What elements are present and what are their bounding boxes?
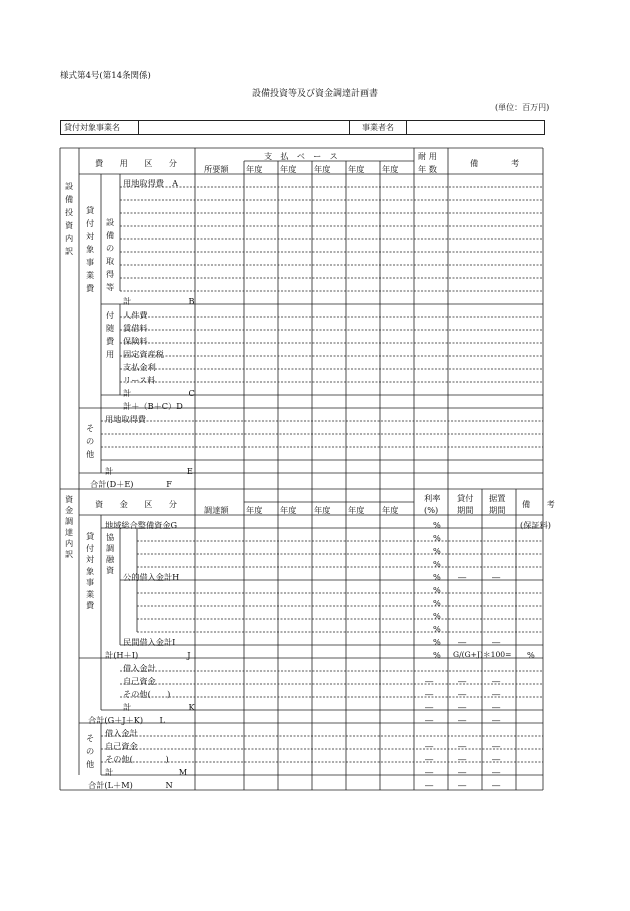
remarks2-heading: 備 考 [522, 499, 555, 509]
grace-dash-0: ― [492, 676, 501, 686]
grace-dash-6: ― [492, 767, 501, 777]
period-dash-2: ― [458, 702, 467, 712]
rate-percent-9: % [433, 637, 441, 647]
cost-category-heading: 費 用 区 分 [95, 158, 177, 168]
year-heading-s2-2: 年度 [280, 505, 297, 515]
rate-percent-7: % [433, 611, 441, 621]
other-land-acquisition: 用地取得費 [105, 414, 146, 424]
grace-dash-4: ― [492, 741, 501, 751]
grace-dash-5: ― [492, 754, 501, 764]
required-amount-heading: 所要額 [204, 164, 229, 174]
loan-period-heading-1: 貸付 [457, 493, 474, 503]
m-item-1: 借入金計 [105, 728, 138, 738]
payment-base-heading: 支 払 ベ ー ス [264, 151, 338, 161]
grace-period-dash-0: ― [492, 572, 501, 582]
loan-period-dash-0: ― [458, 572, 467, 582]
total-f: 合計(D＋E) F [90, 479, 172, 489]
rate-heading-1: 利率 [424, 493, 441, 503]
subtotal-e: 計 E [105, 466, 193, 476]
incidental-item-3: 保険料 [123, 336, 148, 346]
grace-dash-1: ― [492, 689, 501, 699]
land-acquisition-a: 用地取得費 A [123, 178, 179, 188]
rate-dash-6: ― [425, 767, 434, 777]
incidental-item-1: 人件費 [123, 310, 148, 320]
year-heading-3: 年度 [314, 164, 331, 174]
rate-dash-5: ― [425, 754, 434, 764]
incidental-item-5: 支払金利 [123, 362, 156, 372]
year-heading-1: 年度 [246, 164, 263, 174]
rate-dash-7: ― [425, 780, 434, 790]
year-heading-4: 年度 [348, 164, 365, 174]
rate-percent-5: % [433, 585, 441, 595]
year-heading-s2-1: 年度 [246, 505, 263, 515]
guarantee-fee: (保証料) [520, 520, 551, 530]
private-loan-total-i: 民間借入金計I [123, 637, 176, 647]
form-number: 様式第4号(第14条関係) [60, 71, 151, 81]
year-heading-s2-4: 年度 [348, 505, 365, 515]
remarks-heading: 備 考 [470, 158, 520, 168]
operator-name-label: 事業者名 [349, 121, 407, 134]
rate-percent-2: % [433, 546, 441, 556]
incidental-item-2: 賃借料 [123, 323, 148, 333]
year-heading-2: 年度 [280, 164, 297, 174]
period-dash-0: ― [458, 676, 467, 686]
rate-dash-4: ― [425, 741, 434, 751]
rate-dash-2: ― [425, 702, 434, 712]
subtotal-c: 計 C [123, 388, 195, 398]
grace-dash-3: ― [492, 715, 501, 725]
year-heading-5: 年度 [382, 164, 399, 174]
grace-period-heading-2: 期間 [489, 505, 506, 515]
ratio-percent: % [527, 650, 535, 660]
procured-amount-heading: 調達額 [204, 505, 229, 515]
rate-percent-4: % [433, 572, 441, 582]
k-item-3: その他( ) [123, 689, 171, 699]
period-dash-5: ― [458, 754, 467, 764]
rate-dash-1: ― [425, 689, 434, 699]
rate-percent-3: % [433, 559, 441, 569]
incidental-item-4: 固定資産税 [123, 349, 164, 359]
unit-label: (単位：百万円) [495, 103, 550, 112]
total-l: 合計(G＋J＋K) L [88, 715, 165, 725]
year-heading-s2-5: 年度 [382, 505, 399, 515]
grace-period-dash-1: ― [492, 637, 501, 647]
year-heading-s2-3: 年度 [314, 505, 331, 515]
document-title: 設備投資等及び資金調達計画書 [251, 89, 378, 99]
rate-percent-6: % [433, 598, 441, 608]
period-dash-3: ― [458, 715, 467, 725]
fund-category-heading: 資 金 区 分 [95, 499, 177, 509]
period-dash-4: ― [458, 741, 467, 751]
subtotal-k: 計 K [123, 702, 195, 712]
loan-period-dash-1: ― [458, 637, 467, 647]
period-dash-7: ― [458, 780, 467, 790]
grace-dash-2: ― [492, 702, 501, 712]
loan-business-name-label: 貸付対象事業名 [64, 123, 120, 132]
subtotal-d: 計＋（B＋C）D [123, 401, 183, 411]
subtotal-b: 計 B [123, 296, 195, 306]
rate-percent-10: % [433, 650, 441, 660]
durability-heading-1: 耐 用 [418, 151, 437, 161]
g-ratio-formula: G/(G+J)＊100= [453, 650, 512, 659]
rate-percent-0: % [433, 520, 441, 530]
m-item-2: 自己資金 [105, 741, 138, 751]
public-loan-total-h: 公的借入金計H [123, 572, 180, 582]
loan-period-heading-2: 期間 [457, 505, 474, 515]
k-item-2: 自己資金 [123, 676, 156, 686]
period-dash-1: ― [458, 689, 467, 699]
k-item-1: 借入金計 [123, 663, 156, 673]
m-item-3: その他( ) [105, 754, 169, 764]
period-dash-6: ― [458, 767, 467, 777]
durability-heading-2: 年 数 [418, 164, 437, 174]
rate-dash-3: ― [425, 715, 434, 725]
incidental-item-6: リース料 [123, 375, 156, 385]
regional-fund-g: 地域総合整備資金G [105, 520, 178, 530]
subtotal-j: 計(H＋I) J [105, 650, 191, 660]
rate-percent-8: % [433, 624, 441, 634]
rate-heading-2: (%) [424, 505, 439, 515]
subtotal-m: 計 M [105, 767, 188, 777]
total-n: 合計(L＋M) N [88, 780, 173, 790]
grace-dash-7: ― [492, 780, 501, 790]
rate-percent-1: % [433, 533, 441, 543]
grace-period-heading-1: 据置 [489, 493, 506, 503]
rate-dash-0: ― [425, 676, 434, 686]
